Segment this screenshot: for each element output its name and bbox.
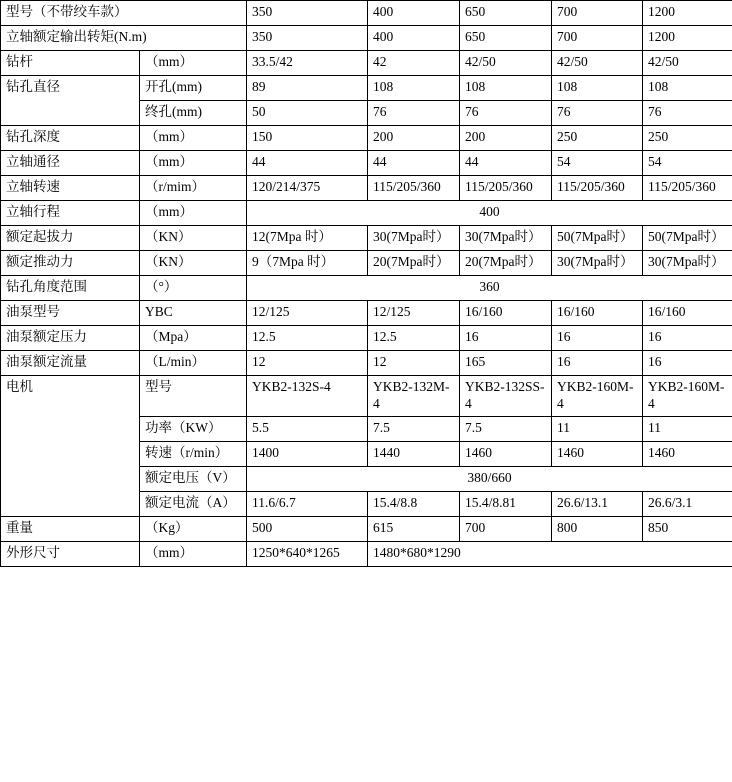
table-row — [1, 201, 732, 226]
row-unit: （r/mim） — [140, 176, 247, 201]
cell-value: 20(7Mpa时） — [460, 251, 552, 276]
row-label: 额定推动力 — [1, 251, 140, 276]
cell-value: 350 — [247, 26, 368, 51]
cell-value: 12 — [247, 351, 368, 376]
cell-value: 16 — [552, 326, 643, 351]
table-row — [1, 301, 732, 326]
cell-value: 615 — [368, 516, 460, 541]
cell-value: 30(7Mpa时） — [552, 251, 643, 276]
cell-value: 120/214/375 — [247, 176, 368, 201]
cell-value: 16/160 — [552, 301, 643, 326]
cell-value: 700 — [552, 1, 643, 26]
table-row — [1, 151, 732, 176]
cell-value: 12/125 — [368, 301, 460, 326]
cell-value: 115/205/360 — [643, 176, 732, 201]
table-row — [1, 351, 732, 376]
cell-value: 11 — [552, 416, 643, 441]
table-row — [1, 51, 732, 76]
cell-value: 26.6/3.1 — [643, 491, 732, 516]
cell-value: 1400 — [247, 441, 368, 466]
cell-value: 42/50 — [552, 51, 643, 76]
cell-value: 16 — [460, 326, 552, 351]
row-unit: 型号 — [140, 376, 247, 417]
cell-value: 650 — [460, 26, 552, 51]
cell-value: 165 — [460, 351, 552, 376]
row-unit: （KN） — [140, 251, 247, 276]
cell-value: 250 — [552, 126, 643, 151]
cell-value: 89 — [247, 76, 368, 101]
cell-value: 115/205/360 — [552, 176, 643, 201]
row-unit: （Kg） — [140, 516, 247, 541]
table-row — [1, 126, 732, 151]
cell-value: 9（7Mpa 时） — [247, 251, 368, 276]
cell-value: 12(7Mpa 时） — [247, 226, 368, 251]
table-row — [1, 376, 732, 417]
table-row — [1, 26, 732, 51]
table-row — [1, 226, 732, 251]
cell-value: 16 — [552, 351, 643, 376]
cell-value: 76 — [552, 101, 643, 126]
row-unit: （mm） — [140, 151, 247, 176]
row-unit: 终孔(mm) — [140, 101, 247, 126]
cell-value: 12.5 — [368, 326, 460, 351]
row-unit: 转速（r/min） — [140, 441, 247, 466]
cell-value: 54 — [643, 151, 732, 176]
row-unit: （mm） — [140, 51, 247, 76]
cell-value-merged: 400 — [247, 201, 732, 226]
cell-value: YKB2-132SS-4 — [460, 376, 552, 417]
row-unit: 额定电压（V） — [140, 466, 247, 491]
cell-value: 11.6/6.7 — [247, 491, 368, 516]
cell-value: 30(7Mpa时） — [460, 226, 552, 251]
cell-value-merged: 380/660 — [247, 466, 732, 491]
cell-value: YKB2-132M-4 — [368, 376, 460, 417]
row-unit: （mm） — [140, 541, 247, 566]
cell-value: 400 — [368, 1, 460, 26]
cell-value: 1200 — [643, 26, 732, 51]
table-row — [1, 516, 732, 541]
cell-value: 1200 — [643, 1, 732, 26]
cell-value: 16 — [643, 351, 732, 376]
row-label: 油泵额定流量 — [1, 351, 140, 376]
cell-value: 50 — [247, 101, 368, 126]
table-row — [1, 176, 732, 201]
cell-value: 12/125 — [247, 301, 368, 326]
cell-value: 11 — [643, 416, 732, 441]
row-unit: （mm） — [140, 126, 247, 151]
cell-value: 400 — [368, 26, 460, 51]
cell-value: 44 — [368, 151, 460, 176]
cell-value: 12.5 — [247, 326, 368, 351]
row-label: 油泵额定压力 — [1, 326, 140, 351]
cell-value: 76 — [643, 101, 732, 126]
table-row — [1, 76, 732, 101]
row-unit: YBC — [140, 301, 247, 326]
cell-value: 76 — [460, 101, 552, 126]
row-label: 立轴额定输出转矩(N.m) — [1, 26, 247, 51]
row-unit: （L/min） — [140, 351, 247, 376]
cell-value: YKB2-132S-4 — [247, 376, 368, 417]
cell-value: 30(7Mpa时） — [368, 226, 460, 251]
table-row — [1, 326, 732, 351]
cell-value: 7.5 — [368, 416, 460, 441]
cell-value: 26.6/13.1 — [552, 491, 643, 516]
row-label: 外形尺寸 — [1, 541, 140, 566]
cell-value: 200 — [460, 126, 552, 151]
row-label: 钻杆 — [1, 51, 140, 76]
row-unit: 额定电流（A） — [140, 491, 247, 516]
cell-value: 30(7Mpa时） — [643, 251, 732, 276]
row-unit: （KN） — [140, 226, 247, 251]
row-label: 钻孔角度范围 — [1, 276, 140, 301]
cell-value: 350 — [247, 1, 368, 26]
table-row — [1, 276, 732, 301]
cell-value: 650 — [460, 1, 552, 26]
cell-value: 1440 — [368, 441, 460, 466]
row-unit: 开孔(mm) — [140, 76, 247, 101]
row-label: 油泵型号 — [1, 301, 140, 326]
cell-value: 50(7Mpa时） — [643, 226, 732, 251]
cell-value: 108 — [368, 76, 460, 101]
cell-value: 108 — [643, 76, 732, 101]
row-label: 钻孔深度 — [1, 126, 140, 151]
cell-value: 700 — [460, 516, 552, 541]
row-label: 重量 — [1, 516, 140, 541]
cell-value: 42 — [368, 51, 460, 76]
cell-value-merged: 1480*680*1290 — [368, 541, 732, 566]
cell-value: 800 — [552, 516, 643, 541]
cell-value: 200 — [368, 126, 460, 151]
cell-value: 44 — [247, 151, 368, 176]
cell-value: 1460 — [643, 441, 732, 466]
row-unit: （mm） — [140, 201, 247, 226]
cell-value: 850 — [643, 516, 732, 541]
cell-value: 250 — [643, 126, 732, 151]
cell-value: 12 — [368, 351, 460, 376]
cell-value: YKB2-160M-4 — [643, 376, 732, 417]
cell-value: 16/160 — [460, 301, 552, 326]
row-unit: 功率（KW） — [140, 416, 247, 441]
cell-value: 15.4/8.8 — [368, 491, 460, 516]
cell-value: 42/50 — [460, 51, 552, 76]
cell-value: YKB2-160M-4 — [552, 376, 643, 417]
cell-value: 1460 — [552, 441, 643, 466]
row-unit: （Mpa） — [140, 326, 247, 351]
cell-value: 16/160 — [643, 301, 732, 326]
table-row — [1, 541, 732, 566]
cell-value: 500 — [247, 516, 368, 541]
cell-value: 108 — [552, 76, 643, 101]
cell-value: 5.5 — [247, 416, 368, 441]
cell-value: 16 — [643, 326, 732, 351]
cell-value: 1460 — [460, 441, 552, 466]
row-label: 立轴行程 — [1, 201, 140, 226]
row-label: 立轴通径 — [1, 151, 140, 176]
row-label: 钻孔直径 — [1, 76, 140, 126]
row-label: 型号（不带绞车款） — [1, 1, 247, 26]
row-unit: （°） — [140, 276, 247, 301]
row-label: 额定起拔力 — [1, 226, 140, 251]
cell-value-merged: 360 — [247, 276, 732, 301]
cell-value: 150 — [247, 126, 368, 151]
row-label: 立轴转速 — [1, 176, 140, 201]
cell-value: 1250*640*1265 — [247, 541, 368, 566]
cell-value: 115/205/360 — [368, 176, 460, 201]
cell-value: 33.5/42 — [247, 51, 368, 76]
cell-value: 15.4/8.81 — [460, 491, 552, 516]
cell-value: 115/205/360 — [460, 176, 552, 201]
cell-value: 44 — [460, 151, 552, 176]
row-label: 电机 — [1, 376, 140, 517]
cell-value: 54 — [552, 151, 643, 176]
table-row — [1, 251, 732, 276]
cell-value: 50(7Mpa时） — [552, 226, 643, 251]
cell-value: 42/50 — [643, 51, 732, 76]
cell-value: 20(7Mpa时） — [368, 251, 460, 276]
cell-value: 108 — [460, 76, 552, 101]
cell-value: 700 — [552, 26, 643, 51]
cell-value: 76 — [368, 101, 460, 126]
cell-value: 7.5 — [460, 416, 552, 441]
table-row — [1, 1, 732, 26]
